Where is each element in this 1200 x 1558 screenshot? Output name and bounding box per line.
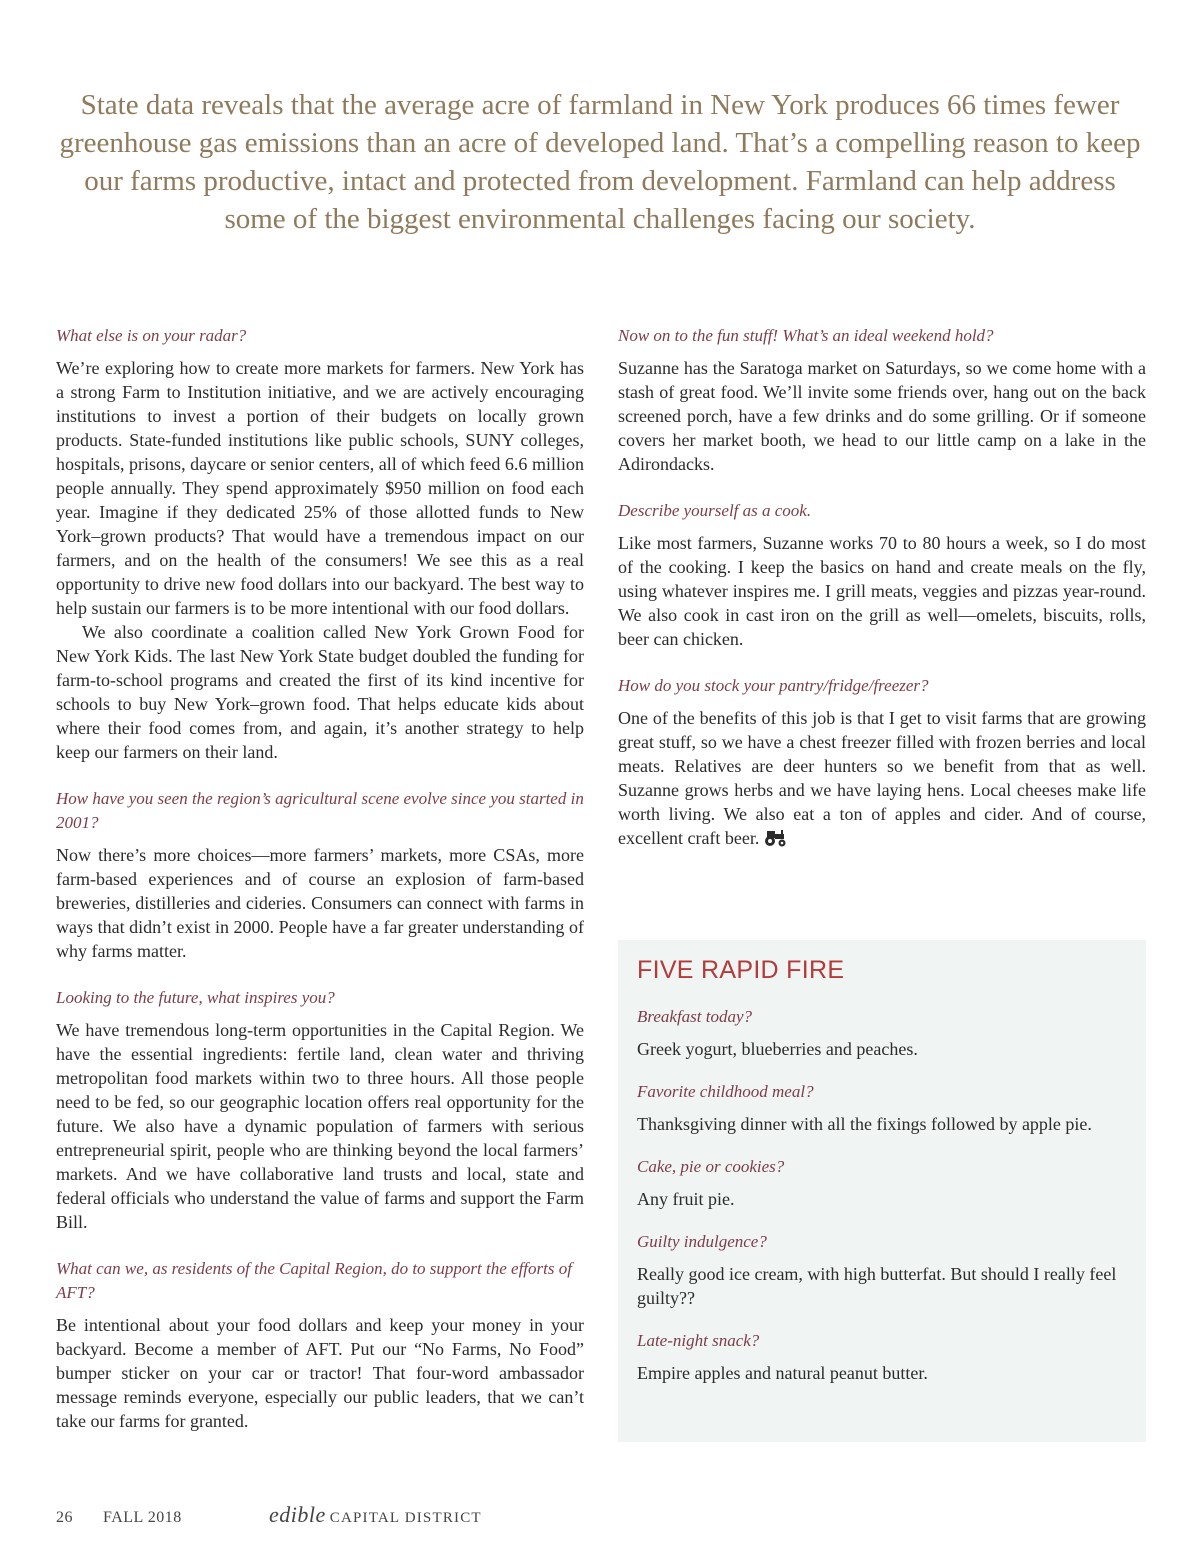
answer: Like most farmers, Suzanne works 70 to 80 hours a week, so I do most of the cooking. I keep the basics on hand and create meals on the fly, using whatever inspires me. I grill meats, veggies and pizzas year-round. We also cook in cast iron on the grill as well—omelets, biscuits, rolls, beer can chicken.: [618, 533, 1146, 649]
qa-block: [56, 1257, 584, 1433]
tractor-icon: [763, 829, 787, 853]
answer: We’re exploring how to create more markets for farmers. New York has a strong Farm to Institution initiative, and we are actively encouraging institutions to invest a portion of their budgets on locally grown products. State-funded institutions like public schools, SUNY colleges, hospitals, prisons, daycare or senior centers, all of which feed 6.6 million people annually. They spend approximately $950 million on food each year. Imagine if they dedicated 25% of those allotted funds to New York–grown products? That would have a tremendous impact on our farmers, and on the health of the consumers! We see this as a real opportunity to drive new food dollars into our backyard. The best way to help sustain our farmers is to be more intentional with our food dollars.: [56, 358, 584, 618]
question: How have you seen the region’s agricultural scene evolve since you started in 2001?: [56, 789, 584, 832]
rapid-fire-question: Late-night snack?: [637, 1331, 760, 1350]
answer: Be intentional about your food dollars and keep your money in your backyard. Become a member of AFT. Put our “No Farms, No Food” bumper sticker on your car or tractor! That four-word ambassador message reminds everyone, especially our public leaders, that we can’t take our farms for granted.: [56, 1315, 584, 1431]
answer: We have tremendous long-term opportunities in the Capital Region. We have the essential ingredients: fertile land, clean water and thriving metropolitan food markets within two to three hours. All those people need to be fed, so our geographic location offers real opportunity for the future. We also have a dynamic population of farmers with serious entrepreneurial spirit, people who are thinking beyond the local farmers’ markets. And we have collaborative land trusts and local, state and federal officials who understand the value of farms and support the Farm Bill.: [56, 1020, 584, 1232]
question: Describe yourself as a cook.: [618, 501, 812, 520]
rapid-fire-question: Guilty indulgence?: [637, 1232, 767, 1251]
answer-with-icon: [618, 706, 1146, 853]
answer: Suzanne has the Saratoga market on Saturdays, so we come home with a stash of great food. We’ll invite some friends over, hang out on the back screened porch, have a few drinks and do some grilling. Or if someone covers her market booth, we head to our little camp on a lake in the Adirondacks.: [618, 358, 1146, 474]
qa-block: [56, 787, 584, 963]
rapid-fire-question: Favorite childhood meal?: [637, 1082, 814, 1101]
question: How do you stock your pantry/fridge/freezer?: [618, 676, 929, 695]
qa-block: [56, 986, 584, 1234]
page-footer: [56, 1502, 482, 1526]
rapid-fire-answer: Really good ice cream, with high butterfat. But should I really feel guilty??: [637, 1264, 1117, 1308]
question: What else is on your radar?: [56, 326, 247, 345]
qa-block: [618, 674, 1146, 853]
page-number: 26: [56, 1509, 73, 1526]
qa-block: [56, 324, 584, 764]
left-column: [56, 324, 584, 1456]
answer: Now there’s more choices—more farmers’ markets, more CSAs, more farm-based experiences and of course an explosion of farm-based breweries, distilleries and cideries. Consumers can connect with farms in ways that didn’t exist in 2000. People have a far greater understanding of why farms matter.: [56, 845, 584, 961]
answer: We also coordinate a coalition called New York Grown Food for New York Kids. The last New York State budget doubled the funding for farm-to-school programs and created the first of its kind incentive for schools to buy New York–grown food. That helps educate kids about where their food comes from, and again, it’s another strategy to help keep our farmers on their land.: [56, 622, 584, 762]
rapid-fire-item: [637, 1231, 1127, 1310]
rapid-fire-answer: Any fruit pie.: [637, 1189, 735, 1209]
rapid-fire-sidebar: [618, 940, 1146, 1442]
question: Now on to the fun stuff! What’s an ideal weekend hold?: [618, 326, 994, 345]
answer: One of the benefits of this job is that I get to visit farms that are growing great stuff, so we have a chest freezer filled with frozen berries and local meats. Relatives are deer hunters so we benefit from that as well. Suzanne grows herbs and we have laying hens. Local cheeses make life worth living. We also eat a ton of apples and cider. And of course, excellent craft beer.: [618, 708, 1146, 848]
qa-block: [618, 499, 1146, 651]
rapid-fire-answer: Greek yogurt, blueberries and peaches.: [637, 1039, 918, 1059]
rapid-fire-question: Breakfast today?: [637, 1007, 753, 1026]
rapid-fire-answer: Thanksgiving dinner with all the fixings followed by apple pie.: [637, 1114, 1092, 1134]
rapid-fire-item: [637, 1330, 1127, 1385]
question: What can we, as residents of the Capital Region, do to support the efforts of AFT?: [56, 1259, 572, 1302]
rapid-fire-answer: Empire apples and natural peanut butter.: [637, 1363, 928, 1383]
sidebar-title: FIVE RAPID FIRE: [637, 956, 845, 984]
rapid-fire-item: [637, 1006, 1127, 1061]
right-column: [618, 324, 1146, 876]
rapid-fire-question: Cake, pie or cookies?: [637, 1157, 785, 1176]
rapid-fire-item: [637, 1156, 1127, 1211]
rapid-fire-item: [637, 1081, 1127, 1136]
brand-logo-text: CAPITAL DISTRICT: [329, 1510, 482, 1526]
pull-quote: State data reveals that the average acre of farmland in New York produces 66 times fewer greenhouse gas emissions than an acre of developed land. That’s a compelling reason to keep our farms productive, intact and protected from development. Farmland can help address some of the biggest environmental challenges facing our society.: [59, 89, 1141, 235]
question: Looking to the future, what inspires you?: [56, 988, 335, 1007]
issue-label: FALL 2018: [103, 1509, 182, 1526]
qa-block: [618, 324, 1146, 476]
brand-logo-script: edible: [269, 1502, 326, 1527]
